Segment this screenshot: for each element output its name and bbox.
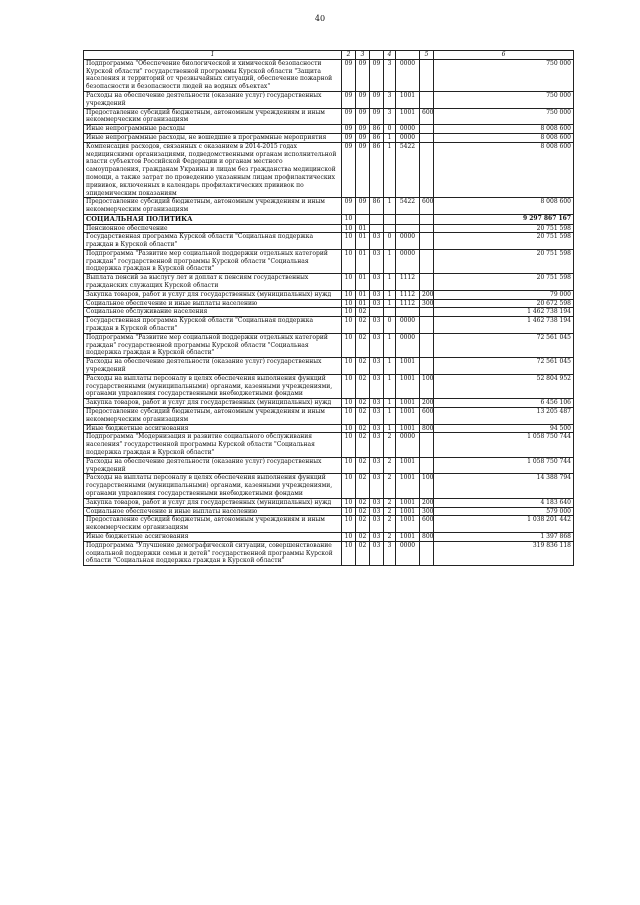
table-row	[84, 214, 574, 224]
expense-type-code: 600	[420, 108, 434, 125]
expense-type-code	[420, 214, 434, 224]
row-name: Закупка товаров, работ и услуг для государственных (муниципальных) нужд	[84, 399, 342, 408]
section-code: 09	[342, 133, 356, 142]
row-amount: 72 561 045	[434, 358, 574, 375]
program-code: 03	[370, 532, 384, 541]
direction-code: 1001	[396, 108, 420, 125]
row-amount: 4 183 640	[434, 498, 574, 507]
subprogram-code: 1	[384, 299, 396, 308]
program-code: 86	[370, 133, 384, 142]
direction-code: 1001	[396, 358, 420, 375]
direction-code: 0000	[396, 133, 420, 142]
direction-code: 5422	[396, 142, 420, 198]
expense-type-code	[420, 274, 434, 291]
row-amount: 1 058 750 744	[434, 457, 574, 474]
row-amount: 9 297 867 167	[434, 214, 574, 224]
table-row	[84, 498, 574, 507]
subprogram-code: 1	[384, 358, 396, 375]
row-name: Расходы на выплаты персоналу в целях обеспечения выполнения функций государственными (муниципальными) органами, казенными учреждениями, органами управления государственными внебюджетными фондами	[84, 374, 342, 398]
section-code: 10	[342, 457, 356, 474]
subsection-code: 02	[356, 317, 370, 334]
section-code: 10	[342, 541, 356, 565]
row-name: Предоставление субсидий бюджетным, автономным учреждениям и иным некоммерческим организациям	[84, 108, 342, 125]
program-code: 86	[370, 198, 384, 215]
row-name: Предоставление субсидий бюджетным, автономным учреждениям и иным некоммерческим организациям	[84, 198, 342, 215]
subsection-code: 01	[356, 249, 370, 273]
row-name: Иные бюджетные ассигнования	[84, 532, 342, 541]
program-code: 03	[370, 474, 384, 498]
subprogram-code: 1	[384, 399, 396, 408]
section-code: 09	[342, 125, 356, 134]
subsection-code: 01	[356, 274, 370, 291]
direction-code: 0000	[396, 249, 420, 273]
program-code: 03	[370, 399, 384, 408]
section-code: 10	[342, 290, 356, 299]
subsection-code: 02	[356, 498, 370, 507]
direction-code: 1001	[396, 474, 420, 498]
table-row	[84, 399, 574, 408]
expense-type-code	[420, 358, 434, 375]
program-code: 03	[370, 507, 384, 516]
row-amount: 1 058 750 744	[434, 433, 574, 457]
header-cell: 2	[342, 51, 356, 60]
table-row	[84, 91, 574, 108]
row-name: Закупка товаров, работ и услуг для государственных (муниципальных) нужд	[84, 498, 342, 507]
subsection-code: 02	[356, 308, 370, 317]
table-row	[84, 299, 574, 308]
subsection-code: 02	[356, 374, 370, 398]
subprogram-code: 1	[384, 333, 396, 357]
expense-type-code	[420, 224, 434, 233]
subsection-code: 02	[356, 474, 370, 498]
subprogram-code: 1	[384, 408, 396, 425]
table-row	[84, 541, 574, 565]
row-name: Выплата пенсий за выслугу лет и доплат к пенсиям государственных гражданских служащих Курской области	[84, 274, 342, 291]
table-row	[84, 142, 574, 198]
table-row	[84, 224, 574, 233]
section-code: 09	[342, 142, 356, 198]
row-amount: 750 000	[434, 108, 574, 125]
table-row	[84, 233, 574, 250]
table-row	[84, 358, 574, 375]
row-amount: 1 038 201 442	[434, 516, 574, 533]
expense-type-code	[420, 125, 434, 134]
subprogram-code: 0	[384, 125, 396, 134]
subsection-code: 01	[356, 290, 370, 299]
subprogram-code	[384, 224, 396, 233]
table-row	[84, 424, 574, 433]
program-code: 03	[370, 498, 384, 507]
page-number: 40	[314, 14, 326, 23]
expense-type-code: 300	[420, 299, 434, 308]
program-code: 86	[370, 142, 384, 198]
subsection-code: 01	[356, 233, 370, 250]
row-amount: 13 205 487	[434, 408, 574, 425]
program-code: 09	[370, 59, 384, 91]
section-code: 09	[342, 59, 356, 91]
row-name: Пенсионное обеспечение	[84, 224, 342, 233]
section-code: 10	[342, 274, 356, 291]
table-row	[84, 308, 574, 317]
subprogram-code: 3	[384, 108, 396, 125]
expense-type-code: 100	[420, 474, 434, 498]
header-cell: 5	[420, 51, 434, 60]
direction-code: 1112	[396, 274, 420, 291]
section-code: 10	[342, 358, 356, 375]
section-code: 10	[342, 498, 356, 507]
table-row	[84, 108, 574, 125]
subprogram-code: 3	[384, 541, 396, 565]
direction-code: 1001	[396, 457, 420, 474]
subsection-code: 09	[356, 91, 370, 108]
subsection-code: 09	[356, 108, 370, 125]
row-name: Государственная программа Курской области "Социальная поддержка граждан в Курской области"	[84, 233, 342, 250]
program-code: 03	[370, 457, 384, 474]
section-code: 10	[342, 408, 356, 425]
row-amount: 1 397 868	[434, 532, 574, 541]
direction-code: 0000	[396, 125, 420, 134]
subprogram-code: 1	[384, 290, 396, 299]
table-row	[84, 290, 574, 299]
row-amount: 20 751 598	[434, 233, 574, 250]
subsection-code: 02	[356, 408, 370, 425]
header-cell: 6	[434, 51, 574, 60]
row-name: Иные непрограммные расходы	[84, 125, 342, 134]
program-code: 03	[370, 541, 384, 565]
direction-code: 1001	[396, 91, 420, 108]
subsection-code: 09	[356, 125, 370, 134]
subprogram-code: 2	[384, 498, 396, 507]
direction-code: 1001	[396, 507, 420, 516]
header-cell: 4	[384, 51, 396, 60]
subprogram-code: 2	[384, 507, 396, 516]
subsection-code: 02	[356, 507, 370, 516]
row-amount: 8 008 600	[434, 125, 574, 134]
program-code: 03	[370, 233, 384, 250]
row-amount: 1 462 738 194	[434, 308, 574, 317]
row-amount: 579 000	[434, 507, 574, 516]
program-code: 03	[370, 299, 384, 308]
header-cell	[370, 51, 384, 60]
program-code: 09	[370, 108, 384, 125]
subprogram-code: 0	[384, 317, 396, 334]
expense-type-code: 600	[420, 408, 434, 425]
direction-code: 0000	[396, 317, 420, 334]
row-name: СОЦИАЛЬНАЯ ПОЛИТИКА	[84, 214, 342, 224]
direction-code: 1001	[396, 532, 420, 541]
table-row	[84, 274, 574, 291]
row-amount: 20 751 598	[434, 224, 574, 233]
subprogram-code: 2	[384, 457, 396, 474]
row-name: Предоставление субсидий бюджетным, автономным учреждениям и иным некоммерческим организациям	[84, 408, 342, 425]
row-amount: 14 388 794	[434, 474, 574, 498]
expense-type-code	[420, 457, 434, 474]
section-code: 10	[342, 249, 356, 273]
direction-code: 1001	[396, 424, 420, 433]
subprogram-code: 3	[384, 91, 396, 108]
row-amount: 750 000	[434, 91, 574, 108]
expense-type-code	[420, 233, 434, 250]
section-code: 09	[342, 198, 356, 215]
direction-code: 5422	[396, 198, 420, 215]
expense-type-code	[420, 433, 434, 457]
direction-code	[396, 308, 420, 317]
expense-type-code	[420, 308, 434, 317]
subsection-code: 02	[356, 433, 370, 457]
section-code: 10	[342, 532, 356, 541]
row-amount: 94 500	[434, 424, 574, 433]
section-code: 10	[342, 433, 356, 457]
row-name: Подпрограмма "Развитие мер социальной поддержки отдельных категорий граждан" государственной программы Курской области "Социальная поддержка граждан в Курской области"	[84, 249, 342, 273]
expense-type-code: 200	[420, 399, 434, 408]
subprogram-code: 2	[384, 433, 396, 457]
subprogram-code: 2	[384, 516, 396, 533]
subsection-code: 09	[356, 142, 370, 198]
direction-code: 1001	[396, 498, 420, 507]
section-code: 10	[342, 333, 356, 357]
row-name: Расходы на выплаты персоналу в целях обеспечения выполнения функций государственными (муниципальными) органами, казенными учреждениями, органами управления государственными внебюджетными фондами	[84, 474, 342, 498]
program-code: 03	[370, 408, 384, 425]
program-code: 86	[370, 125, 384, 134]
program-code: 03	[370, 333, 384, 357]
row-name: Подпрограмма "Развитие мер социальной поддержки отдельных категорий граждан" государственной программы Курской области "Социальная поддержка граждан в Курской области"	[84, 333, 342, 357]
subsection-code: 01	[356, 224, 370, 233]
row-amount: 52 804 952	[434, 374, 574, 398]
subprogram-code	[384, 214, 396, 224]
subsection-code	[356, 214, 370, 224]
section-code: 09	[342, 108, 356, 125]
table-row	[84, 125, 574, 134]
row-amount: 20 751 598	[434, 249, 574, 273]
expense-type-code	[420, 142, 434, 198]
subsection-code: 02	[356, 399, 370, 408]
subsection-code: 09	[356, 133, 370, 142]
row-name: Иные непрограммные расходы, не вошедшие в программные мероприятия	[84, 133, 342, 142]
expense-type-code: 300	[420, 507, 434, 516]
expense-type-code: 800	[420, 424, 434, 433]
section-code: 10	[342, 224, 356, 233]
row-name: Подпрограмма "Обеспечение биологической и химической безопасности Курской области" государственной программы Курской области "Защита населения и территорий от чрезвычайных ситуаций, обеспечение пожарной безопасности и безопасности людей на водных объектах"	[84, 59, 342, 91]
program-code: 03	[370, 516, 384, 533]
expense-type-code	[420, 59, 434, 91]
table-row	[84, 374, 574, 398]
table-row	[84, 516, 574, 533]
table-row	[84, 317, 574, 334]
row-amount: 8 008 600	[434, 133, 574, 142]
row-name: Иные бюджетные ассигнования	[84, 424, 342, 433]
budget-table	[83, 50, 574, 566]
program-code: 03	[370, 249, 384, 273]
direction-code: 0000	[396, 433, 420, 457]
expense-type-code	[420, 317, 434, 334]
subprogram-code: 2	[384, 474, 396, 498]
row-amount: 1 462 738 194	[434, 317, 574, 334]
subprogram-code: 1	[384, 424, 396, 433]
section-code: 09	[342, 91, 356, 108]
section-code: 10	[342, 399, 356, 408]
row-name: Предоставление субсидий бюджетным, автономным учреждениям и иным некоммерческим организациям	[84, 516, 342, 533]
table-row	[84, 532, 574, 541]
table-body	[84, 59, 574, 565]
subsection-code: 02	[356, 333, 370, 357]
table-row	[84, 133, 574, 142]
row-amount: 8 008 600	[434, 198, 574, 215]
row-name: Подпрограмма "Улучшение демографической ситуации, совершенствование социальной поддержки семьи и детей" государственной программы Курской области "Социальная поддержка граждан в Курской области"	[84, 541, 342, 565]
header-cell: 3	[356, 51, 370, 60]
subprogram-code: 1	[384, 142, 396, 198]
direction-code: 0000	[396, 59, 420, 91]
row-name: Закупка товаров, работ и услуг для государственных (муниципальных) нужд	[84, 290, 342, 299]
subsection-code: 02	[356, 532, 370, 541]
subsection-code: 09	[356, 198, 370, 215]
program-code	[370, 224, 384, 233]
direction-code: 1001	[396, 399, 420, 408]
row-name: Расходы на обеспечение деятельности (оказание услуг) государственных учреждений	[84, 91, 342, 108]
expense-type-code: 600	[420, 198, 434, 215]
section-code: 10	[342, 507, 356, 516]
section-code: 10	[342, 233, 356, 250]
section-code: 10	[342, 374, 356, 398]
header-row	[84, 51, 574, 60]
table-row	[84, 457, 574, 474]
program-code: 09	[370, 91, 384, 108]
subprogram-code: 1	[384, 198, 396, 215]
section-code: 10	[342, 299, 356, 308]
subprogram-code: 1	[384, 374, 396, 398]
program-code	[370, 308, 384, 317]
program-code: 03	[370, 358, 384, 375]
subprogram-code: 3	[384, 59, 396, 91]
row-name: Социальное обслуживание населения	[84, 308, 342, 317]
subprogram-code: 1	[384, 133, 396, 142]
table-row	[84, 433, 574, 457]
row-name: Компенсация расходов, связанных с оказанием в 2014-2015 годах медицинскими организациями, подведомственными органам исполнительной власти субъектов Российской Федерации и органам местного самоуправления, гражданам Украины и лицам без гражданства медицинской помощи, а также затрат по проведению указанным лицам профилактических прививок, включенных в календарь профилактических прививок по эпидемическим показаниям	[84, 142, 342, 198]
table-row	[84, 408, 574, 425]
row-name: Социальное обеспечение и иные выплаты населению	[84, 299, 342, 308]
program-code: 03	[370, 274, 384, 291]
subprogram-code: 0	[384, 233, 396, 250]
subprogram-code: 1	[384, 274, 396, 291]
table-row	[84, 198, 574, 215]
expense-type-code: 200	[420, 290, 434, 299]
row-amount: 20 672 598	[434, 299, 574, 308]
row-name: Расходы на обеспечение деятельности (оказание услуг) государственных учреждений	[84, 358, 342, 375]
row-name: Расходы на обеспечение деятельности (оказание услуг) государственных учреждений	[84, 457, 342, 474]
direction-code: 1112	[396, 290, 420, 299]
direction-code	[396, 224, 420, 233]
expense-type-code: 100	[420, 374, 434, 398]
table-row	[84, 249, 574, 273]
section-code: 10	[342, 516, 356, 533]
section-code: 10	[342, 214, 356, 224]
expense-type-code	[420, 541, 434, 565]
table-row	[84, 474, 574, 498]
program-code: 03	[370, 424, 384, 433]
direction-code: 0000	[396, 541, 420, 565]
row-amount: 750 000	[434, 59, 574, 91]
program-code: 03	[370, 290, 384, 299]
row-name: Государственная программа Курской области "Социальная поддержка граждан в Курской области"	[84, 317, 342, 334]
direction-code: 0000	[396, 333, 420, 357]
expense-type-code: 200	[420, 498, 434, 507]
direction-code	[396, 214, 420, 224]
header-cell	[396, 51, 420, 60]
expense-type-code	[420, 91, 434, 108]
subsection-code: 02	[356, 541, 370, 565]
expense-type-code	[420, 249, 434, 273]
direction-code: 1001	[396, 408, 420, 425]
expense-type-code: 800	[420, 532, 434, 541]
subsection-code: 02	[356, 516, 370, 533]
header-cell: 1	[84, 51, 342, 60]
section-code: 10	[342, 308, 356, 317]
subsection-code: 01	[356, 299, 370, 308]
program-code: 03	[370, 317, 384, 334]
row-amount: 20 751 598	[434, 274, 574, 291]
expense-type-code	[420, 333, 434, 357]
section-code: 10	[342, 317, 356, 334]
expense-type-code	[420, 133, 434, 142]
section-code: 10	[342, 474, 356, 498]
row-name: Подпрограмма "Модернизация и развитие социального обслуживания населения" государственной программы Курской области "Социальная поддержка граждан в Курской области"	[84, 433, 342, 457]
row-amount: 319 836 118	[434, 541, 574, 565]
direction-code: 1112	[396, 299, 420, 308]
row-amount: 8 008 600	[434, 142, 574, 198]
direction-code: 1001	[396, 374, 420, 398]
table-row	[84, 59, 574, 91]
program-code	[370, 214, 384, 224]
row-amount: 6 456 106	[434, 399, 574, 408]
subsection-code: 09	[356, 59, 370, 91]
row-name: Социальное обеспечение и иные выплаты населению	[84, 507, 342, 516]
subprogram-code: 2	[384, 532, 396, 541]
direction-code: 0000	[396, 233, 420, 250]
table-row	[84, 507, 574, 516]
subsection-code: 02	[356, 358, 370, 375]
section-code: 10	[342, 424, 356, 433]
table-row	[84, 333, 574, 357]
program-code: 03	[370, 433, 384, 457]
subprogram-code	[384, 308, 396, 317]
row-amount: 79 000	[434, 290, 574, 299]
subsection-code: 02	[356, 457, 370, 474]
subsection-code: 02	[356, 424, 370, 433]
program-code: 03	[370, 374, 384, 398]
subprogram-code: 1	[384, 249, 396, 273]
expense-type-code: 600	[420, 516, 434, 533]
direction-code: 1001	[396, 516, 420, 533]
row-amount: 72 561 045	[434, 333, 574, 357]
